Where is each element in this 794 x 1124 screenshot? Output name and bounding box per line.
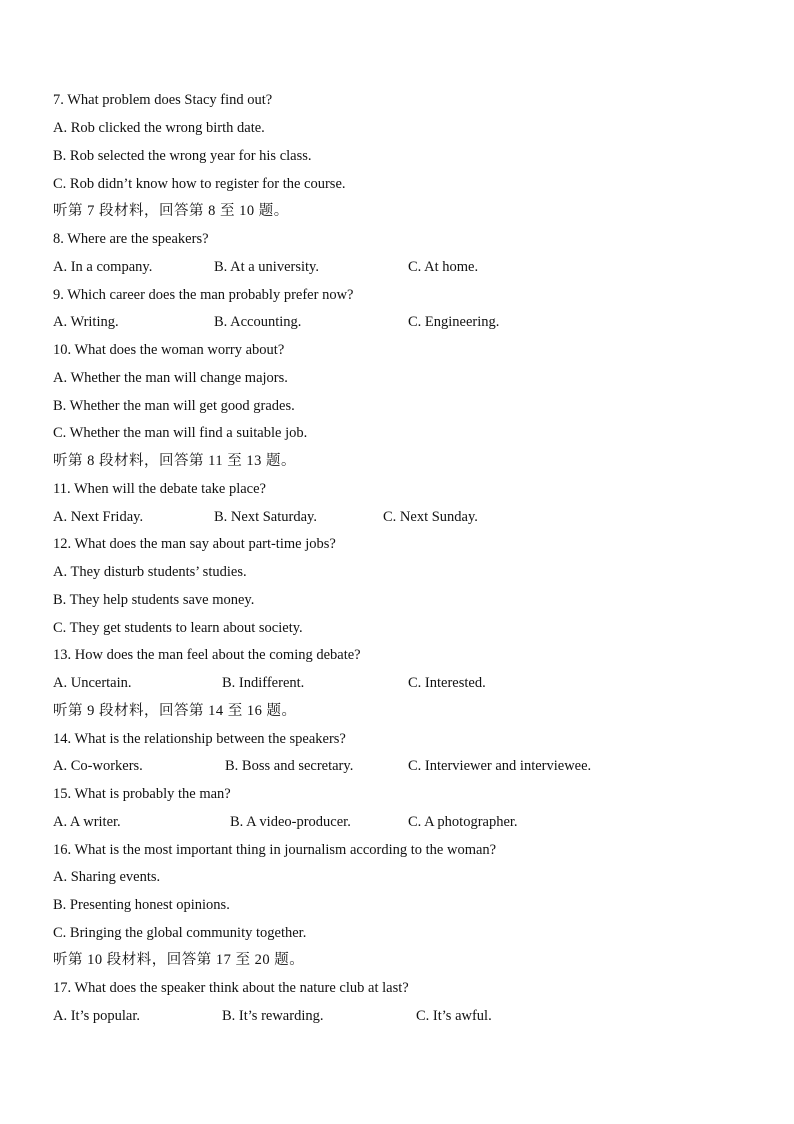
option-16c: C. Bringing the global community together.: [53, 925, 307, 941]
option-15a: A. A writer.: [53, 814, 121, 830]
option-16a: A. Sharing events.: [53, 869, 161, 885]
option-17a: A. It’s popular.: [53, 1008, 140, 1024]
question-12: 12. What does the man say about part-time jobs?: [53, 536, 336, 552]
option-15c: C. A photographer.: [408, 814, 518, 830]
option-8b: B. At a university.: [214, 259, 319, 275]
section-heading-10: 听第 10 段材料，回答第 17 至 20 题。: [53, 952, 305, 968]
question-14: 14. What is the relationship between the speakers?: [53, 731, 346, 747]
option-13c: C. Interested.: [408, 675, 486, 691]
option-9c: C. Engineering.: [408, 314, 500, 330]
section-heading-7: 听第 7 段材料，回答第 8 至 10 题。: [53, 203, 289, 219]
question-16: 16. What is the most important thing in journalism according to the woman?: [53, 842, 497, 858]
question-10: 10. What does the woman worry about?: [53, 342, 285, 358]
question-7: 7. What problem does Stacy find out?: [53, 92, 273, 108]
option-10b: B. Whether the man will get good grades.: [53, 398, 295, 414]
option-10a: A. Whether the man will change majors.: [53, 370, 288, 386]
option-14a: A. Co-workers.: [53, 758, 143, 774]
section-heading-9: 听第 9 段材料，回答第 14 至 16 题。: [53, 703, 297, 719]
option-12b: B. They help students save money.: [53, 592, 255, 608]
option-11a: A. Next Friday.: [53, 509, 144, 525]
option-12c: C. They get students to learn about society.: [53, 620, 303, 636]
option-13a: A. Uncertain.: [53, 675, 132, 691]
option-7a: A. Rob clicked the wrong birth date.: [53, 120, 265, 136]
option-7c: C. Rob didn’t know how to register for the course.: [53, 176, 346, 192]
option-15b: B. A video-producer.: [230, 814, 351, 830]
option-9a: A. Writing.: [53, 314, 119, 330]
question-9: 9. Which career does the man probably prefer now?: [53, 287, 354, 303]
option-14b: B. Boss and secretary.: [225, 758, 354, 774]
question-13: 13. How does the man feel about the coming debate?: [53, 647, 361, 663]
question-8: 8. Where are the speakers?: [53, 231, 209, 247]
option-14c: C. Interviewer and interviewee.: [408, 758, 592, 774]
option-11c: C. Next Sunday.: [383, 509, 478, 525]
option-8c: C. At home.: [408, 259, 479, 275]
section-heading-8: 听第 8 段材料，回答第 11 至 13 题。: [53, 453, 296, 469]
option-7b: B. Rob selected the wrong year for his class.: [53, 148, 312, 164]
question-11: 11. When will the debate take place?: [53, 481, 266, 497]
option-17b: B. It’s rewarding.: [222, 1008, 324, 1024]
option-16b: B. Presenting honest opinions.: [53, 897, 230, 913]
option-13b: B. Indifferent.: [222, 675, 305, 691]
option-17c: C. It’s awful.: [416, 1008, 492, 1024]
option-9b: B. Accounting.: [214, 314, 302, 330]
option-12a: A. They disturb students’ studies.: [53, 564, 247, 580]
question-17: 17. What does the speaker think about the nature club at last?: [53, 980, 409, 996]
question-15: 15. What is probably the man?: [53, 786, 231, 802]
option-11b: B. Next Saturday.: [214, 509, 317, 525]
option-10c: C. Whether the man will find a suitable job.: [53, 425, 308, 441]
option-8a: A. In a company.: [53, 259, 153, 275]
